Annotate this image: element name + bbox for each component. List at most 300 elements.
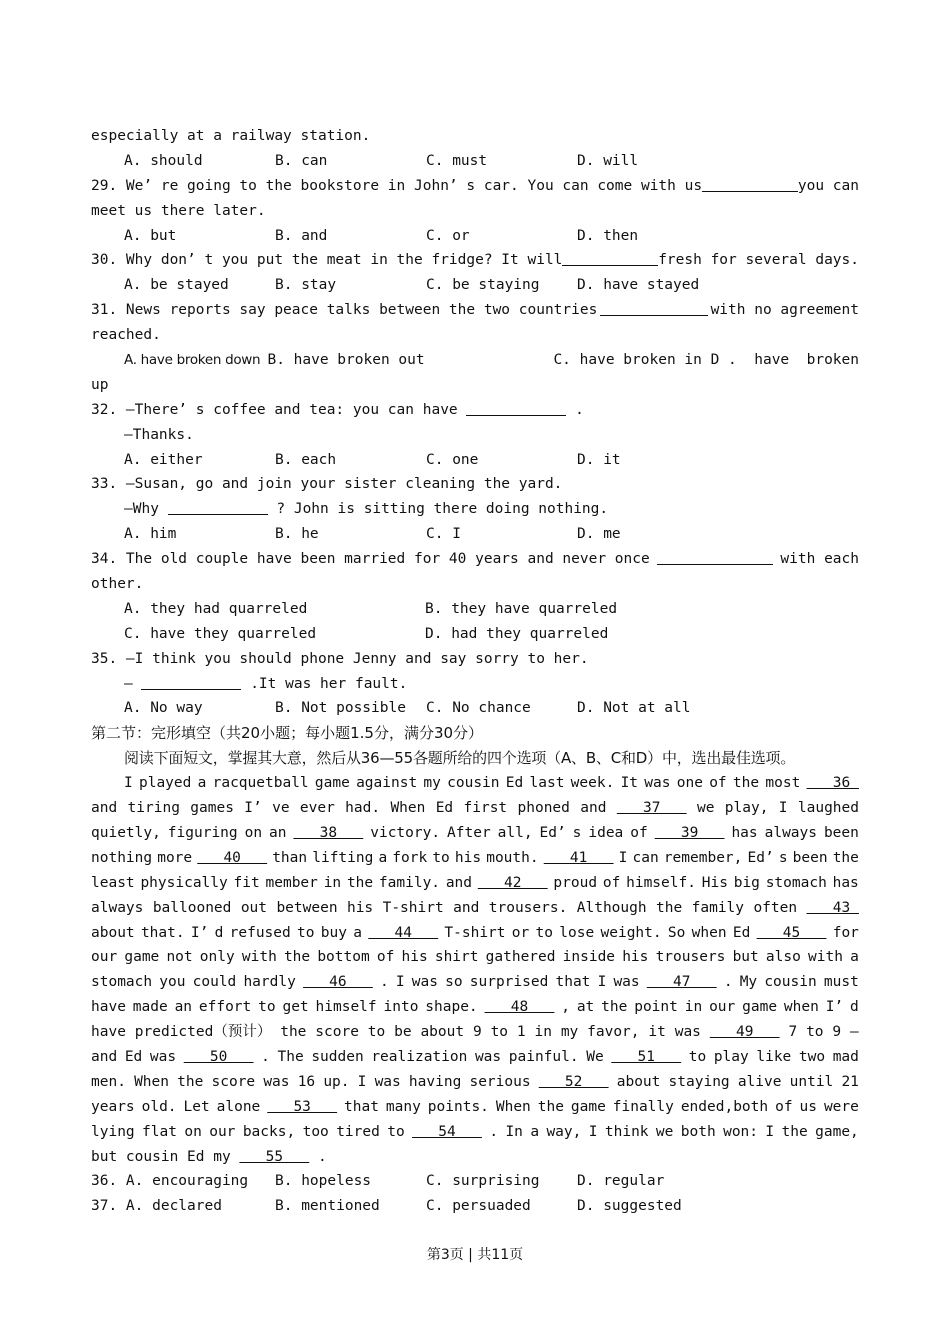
passage-word: alive: [737, 1073, 782, 1090]
passage-word: in: [323, 874, 342, 891]
option-d: D. then: [577, 227, 639, 244]
passage-word: points.: [427, 1098, 489, 1115]
passage-word: against: [356, 775, 418, 792]
passage-word: like: [756, 1048, 792, 1065]
passage-word: my: [423, 775, 441, 792]
passage-word: can: [632, 849, 659, 866]
passage-word: in: [684, 999, 703, 1016]
passage-word: 16: [297, 1073, 316, 1090]
passage-word: two: [798, 1048, 826, 1065]
passage-word: bottom: [317, 949, 370, 966]
question-text: you can: [797, 177, 859, 194]
question-text: —Why: [124, 501, 159, 518]
option-c: C. surprising: [426, 1173, 540, 1190]
cloze-blank-40: 40: [197, 849, 268, 866]
passage-word: buy: [320, 924, 347, 941]
passage-word: the: [656, 899, 683, 916]
page-footer: 第3页 | 共11页: [426, 1247, 524, 1263]
passage-word: was: [374, 1073, 401, 1090]
passage-word: realization: [371, 1048, 468, 1065]
passage-word: tiring: [127, 800, 180, 817]
passage-line: [91, 1095, 859, 1120]
passage-word: We: [586, 1048, 604, 1065]
cloze-blank-55: 55: [239, 1148, 310, 1165]
passage-word: and: [91, 1048, 118, 1065]
answer-blank: [168, 497, 268, 515]
question-text: —: [124, 675, 133, 692]
passage-word: ballooned: [152, 899, 232, 916]
passage-word: tired: [336, 1123, 380, 1140]
passage-word: about: [91, 924, 135, 941]
passage-word: have: [91, 1024, 126, 1041]
passage-word: that: [344, 1098, 379, 1115]
section-heading: 第二节：完形填空（共20小题；每小题1.5分，满分30分）: [91, 724, 484, 743]
option-b: B. have broken out: [267, 352, 425, 369]
passage-word: for: [832, 924, 859, 941]
passage-word: made: [132, 999, 168, 1016]
passage-word: when: [783, 999, 819, 1016]
cloze-blank-51: 51: [611, 1048, 682, 1065]
option-b: B. each: [275, 451, 337, 468]
option-d: D. me: [577, 526, 621, 543]
passage-word: himself: [315, 999, 377, 1016]
answer-blank: [562, 248, 658, 266]
passage-word: we: [696, 800, 715, 817]
option-b: B. can: [275, 152, 328, 169]
passage-word: point: [634, 999, 678, 1016]
passage-word: Ed’: [747, 849, 774, 866]
passage-line: [91, 945, 859, 970]
passage-word: 7: [788, 1024, 798, 1041]
passage-word: .: [489, 1123, 499, 1140]
question-34: [91, 547, 859, 572]
passage-word: least: [91, 874, 135, 891]
passage-word: big: [733, 874, 760, 891]
passage-word: with: [808, 949, 843, 966]
passage-line: [91, 796, 859, 821]
passage-word: was: [263, 1073, 290, 1090]
passage-word: inside: [562, 949, 616, 966]
passage-word: stomach: [765, 874, 827, 891]
text-line: reached.: [91, 327, 161, 344]
cloze-blank-47: 47: [646, 974, 717, 991]
passage-word: When: [495, 1098, 531, 1115]
passage-word: I’: [190, 924, 209, 941]
passage-word: to: [688, 1048, 707, 1065]
passage-word: to: [535, 924, 554, 941]
passage-word: get: [282, 999, 309, 1016]
passage-word: way,: [546, 1123, 582, 1140]
passage-word: not: [166, 949, 193, 966]
question-text: 29. We’ re going to the bookstore in John’ s car. You can come with us: [91, 177, 703, 194]
cloze-blank-46: 46: [302, 974, 373, 991]
passage-word: up.: [323, 1073, 350, 1090]
passage-word: stomach: [91, 974, 153, 991]
passage-word: the: [280, 1024, 307, 1041]
passage-word: was: [674, 1024, 701, 1041]
passage-word: alone: [216, 1098, 261, 1115]
answer-blank: [466, 398, 566, 416]
passage-word: I: [124, 775, 133, 792]
passage-word: fit: [233, 874, 260, 891]
passage-word: quietly,: [91, 824, 161, 841]
question-text: ? John is sitting there doing nothing.: [276, 501, 609, 518]
passage-word: a: [378, 849, 388, 866]
passage-word: I: [588, 1123, 598, 1140]
options-row-35: [91, 696, 859, 721]
cloze-blank-52: 52: [538, 1073, 609, 1090]
passage-word: hardly: [243, 974, 296, 991]
passage-word: Let: [183, 1098, 210, 1115]
option-c-d: C. have broken in D . have broken: [553, 352, 859, 369]
question-35: 35. —I think you should phone Jenny and say sorry to her.: [91, 650, 589, 667]
passage-word: Ed: [124, 1048, 143, 1065]
passage-word: only: [199, 949, 235, 966]
cloze-passage: [91, 771, 859, 1169]
passage-word: that: [555, 974, 591, 991]
section-instructions: 阅读下面短文，掌握其大意，然后从36—55各题所给的四个选项（A、B、C和D）中，选出最佳选项。: [124, 749, 796, 768]
passage-word: sudden: [311, 1048, 364, 1065]
passage-word: Although: [576, 899, 647, 916]
answer-blank: [141, 672, 241, 690]
option-b: B. and: [275, 227, 328, 244]
question-text: with no agreement: [710, 302, 859, 319]
passage-word: us: [799, 1098, 817, 1115]
passage-word: always: [764, 824, 817, 841]
passage-word: to: [432, 849, 450, 866]
passage-word: .: [723, 974, 733, 991]
passage-word: on: [244, 824, 263, 841]
passage-word: s: [778, 849, 788, 866]
passage-word: and: [445, 874, 473, 891]
passage-word: idea: [588, 824, 624, 841]
cloze-blank-53: 53: [267, 1098, 338, 1115]
passage-line: [91, 1020, 859, 1045]
answer-blank: [702, 174, 798, 192]
passage-word: or: [511, 924, 530, 941]
passage-line: [91, 995, 859, 1020]
passage-word: with: [241, 949, 277, 966]
passage-word: had.: [345, 800, 381, 817]
passage-word: s: [572, 824, 582, 841]
passage-word: his: [454, 849, 482, 866]
passage-word: the: [346, 874, 374, 891]
passage-line: [91, 771, 859, 796]
option-c: C. be staying: [426, 277, 540, 294]
passage-word: I: [778, 800, 788, 817]
passage-word: game,: [815, 1123, 859, 1140]
passage-word: an: [269, 824, 287, 841]
option-b: B. mentioned: [275, 1198, 380, 1215]
passage-word: —: [850, 1024, 859, 1041]
passage-word: always: [91, 899, 144, 916]
options-row-31: [91, 348, 859, 373]
passage-line: [91, 846, 859, 871]
passage-word: too: [302, 1123, 329, 1140]
passage-word: about: [420, 1024, 465, 1041]
passage-word: to: [490, 1024, 509, 1041]
passage-word: you: [159, 974, 186, 991]
passage-word: a: [197, 775, 207, 792]
passage-word: we: [655, 1123, 674, 1140]
passage-word: effort: [198, 999, 252, 1016]
passage-word: gathered: [485, 949, 556, 966]
cloze-blank-36: 36: [806, 775, 859, 792]
passage-word: game: [124, 949, 160, 966]
passage-word: the: [832, 849, 859, 866]
passage-word: a: [530, 1123, 540, 1140]
text-line: other.: [91, 576, 144, 593]
passage-word: so: [445, 974, 463, 991]
passage-word: to: [387, 1123, 405, 1140]
passage-word: lifting: [312, 849, 374, 866]
passage-word: phoned: [517, 800, 570, 817]
passage-word: weight.: [600, 924, 662, 941]
text-line: especially at a railway station.: [91, 128, 371, 144]
passage-word: score: [211, 1073, 256, 1090]
question-30: [91, 248, 859, 273]
question-text: 31. News reports say peace talks between the two countries: [91, 302, 598, 319]
cloze-blank-50: 50: [183, 1048, 254, 1065]
passage-word: on: [184, 1123, 202, 1140]
text-line: up: [91, 376, 109, 393]
passage-word: was: [149, 1048, 177, 1065]
passage-word: of: [376, 949, 395, 966]
passage-word: game: [570, 1098, 606, 1115]
passage-word: out: [240, 899, 268, 916]
passage-word: of: [602, 874, 621, 891]
option-c: C. one: [426, 451, 479, 468]
option-d: D. regular: [577, 1173, 665, 1190]
passage-word: I: [395, 974, 405, 991]
passage-word: play,: [724, 800, 769, 817]
passage-word: remember,: [663, 849, 743, 866]
passage-word: In: [505, 1123, 523, 1140]
option-d: D. had they quarreled: [425, 625, 609, 642]
option-b: B. hopeless: [275, 1173, 372, 1190]
option-a: A. either: [124, 451, 203, 468]
passage-word: staying: [668, 1073, 730, 1090]
passage-word: ever: [299, 800, 335, 817]
passage-word: played: [138, 775, 192, 792]
passage-word: Ed: [732, 924, 751, 941]
passage-word: into: [383, 999, 419, 1016]
cloze-blank-43: 43: [806, 899, 859, 916]
passage-word: family: [691, 899, 745, 916]
passage-word: in: [534, 1024, 552, 1041]
passage-word: figuring: [167, 824, 238, 841]
passage-word: men.: [91, 1073, 126, 1090]
passage-word: painful.: [508, 1048, 579, 1065]
options-row-37: [91, 1194, 859, 1219]
passage-word: was: [644, 775, 671, 792]
passage-word: play: [713, 1048, 749, 1065]
passage-word: that.: [140, 924, 185, 941]
passage-word: years: [91, 1098, 135, 1115]
passage-word: I’: [825, 999, 844, 1016]
passage-text: but cousin Ed my: [91, 1148, 240, 1165]
question-text: 34. The old couple have been married for 40 years and never once: [91, 551, 650, 568]
option-a: A. be stayed: [124, 277, 229, 294]
cloze-blank-45: 45: [756, 924, 827, 941]
passage-word: .: [261, 1048, 270, 1065]
passage-word: the: [177, 1073, 204, 1090]
passage-word: T-shirt: [382, 899, 444, 916]
question-text: .: [575, 401, 584, 418]
passage-word: d: [214, 924, 224, 941]
passage-word: were: [823, 1098, 859, 1115]
option-a: 37. A. declared: [91, 1198, 222, 1215]
passage-word: all,: [497, 824, 533, 841]
option-d: D. it: [577, 451, 621, 468]
passage-word: been: [823, 824, 859, 841]
passage-word: an: [174, 999, 193, 1016]
passage-word: member: [265, 874, 318, 891]
passage-word: the: [537, 1098, 564, 1115]
passage-word: the: [601, 999, 628, 1016]
passage-word: flat: [142, 1123, 177, 1140]
cloze-blank-44: 44: [368, 924, 439, 941]
passage-line: [91, 1145, 859, 1170]
passage-word: of: [709, 775, 727, 792]
passage-word: .: [379, 974, 389, 991]
passage-word: be: [394, 1024, 412, 1041]
passage-word: victory.: [370, 824, 441, 841]
option-c: C. persuaded: [426, 1198, 531, 1215]
option-a: A. they had quarreled: [124, 600, 308, 617]
cloze-blank-41: 41: [543, 849, 614, 866]
passage-word: and: [453, 899, 480, 916]
cloze-blank-54: 54: [412, 1123, 482, 1140]
cloze-blank-42: 42: [477, 874, 548, 891]
passage-word: until: [789, 1073, 834, 1090]
passage-word: surprised: [469, 974, 549, 991]
answer-blank: [657, 547, 773, 565]
passage-word: was: [613, 974, 640, 991]
passage-word: about: [616, 1073, 661, 1090]
passage-word: games: [190, 800, 234, 817]
passage-word: to: [367, 1024, 386, 1041]
cloze-blank-49: 49: [709, 1024, 780, 1041]
passage-line: [91, 821, 859, 846]
passage-word: of: [775, 1098, 793, 1115]
passage-word: himself.: [626, 874, 696, 891]
passage-word: predicted（预计）: [134, 1024, 272, 1041]
passage-word: and: [580, 800, 607, 817]
passage-word: his: [346, 899, 374, 916]
passage-word: 9: [832, 1024, 842, 1041]
passage-word: the: [732, 775, 760, 792]
passage-word: than: [272, 849, 308, 866]
option-a: A. but: [124, 227, 177, 244]
passage-word: when: [691, 924, 727, 941]
passage-line: [91, 896, 859, 921]
passage-word: laughed: [797, 800, 859, 817]
passage-word: first: [463, 800, 508, 817]
passage-word: think: [604, 1123, 649, 1140]
passage-word: a: [353, 924, 362, 941]
passage-word: trousers: [655, 949, 726, 966]
passage-word: to: [806, 1024, 824, 1041]
passage-word: was: [474, 1048, 502, 1065]
passage-word: one: [676, 775, 703, 792]
passage-word: refused: [229, 924, 291, 941]
option-a: A. should: [124, 152, 203, 169]
passage-word: The: [277, 1048, 304, 1065]
passage-word: finally: [612, 1098, 674, 1115]
passage-word: also: [765, 949, 801, 966]
option-c: C. must: [426, 152, 488, 169]
option-c: C. have they quarreled: [124, 625, 317, 642]
passage-word: of: [630, 824, 648, 841]
passage-text: .: [309, 1148, 327, 1165]
passage-word: cousin: [447, 775, 500, 792]
passage-word: but: [732, 949, 759, 966]
options-row-32: [91, 448, 859, 473]
question-text: 30. Why don’ t you put the meat in the fridge? It will: [91, 252, 563, 269]
passage-word: last: [529, 775, 565, 792]
passage-word: cousin: [764, 974, 817, 991]
passage-word: When: [134, 1073, 169, 1090]
passage-line: [91, 970, 859, 995]
passage-word: more: [157, 849, 193, 866]
option-d: D. have stayed: [577, 277, 700, 294]
option-a: A. No way: [124, 700, 203, 717]
passage-word: been: [792, 849, 828, 866]
options-row-33: [91, 522, 859, 547]
passage-word: When: [390, 800, 426, 817]
passage-word: has: [731, 824, 758, 841]
passage-word: Ed: [505, 775, 524, 792]
passage-word: week.: [570, 775, 615, 792]
dialog-line: [91, 672, 859, 697]
passage-word: fork: [392, 849, 428, 866]
passage-line: [91, 871, 859, 896]
passage-word: shape.: [425, 999, 478, 1016]
passage-word: T-shirt: [444, 924, 506, 941]
passage-word: lying: [91, 1123, 135, 1140]
passage-word: shirt: [434, 949, 479, 966]
passage-word: the: [283, 949, 311, 966]
options-row-34a: [91, 597, 859, 622]
option-a: A. him: [124, 526, 177, 543]
question-text: 32. —There’ s coffee and tea: you can have: [91, 401, 458, 418]
passage-word: trousers.: [488, 899, 568, 916]
passage-word: having: [408, 1073, 462, 1090]
option-a: A. have broken down: [124, 352, 261, 369]
question-29: [91, 174, 859, 199]
passage-word: have: [91, 999, 126, 1016]
passage-word: favor,: [587, 1024, 640, 1041]
passage-word: ended,both: [680, 1098, 769, 1115]
question-31: [91, 298, 859, 323]
option-b: B. stay: [275, 277, 337, 294]
passage-word: His: [701, 874, 728, 891]
passage-word: has: [832, 874, 859, 891]
option-d: D. Not at all: [577, 700, 691, 717]
passage-word: d: [850, 999, 859, 1016]
option-c: C. No chance: [426, 700, 531, 717]
passage-word: both: [680, 1123, 716, 1140]
question-text: .It was her fault.: [250, 675, 408, 692]
question-text: fresh for several days.: [658, 252, 859, 269]
passage-word: between: [276, 899, 338, 916]
passage-word: most: [765, 775, 801, 792]
question-32: [91, 398, 859, 423]
passage-word: his: [622, 949, 649, 966]
passage-word: it: [648, 1024, 666, 1041]
options-row-29: [91, 224, 859, 249]
